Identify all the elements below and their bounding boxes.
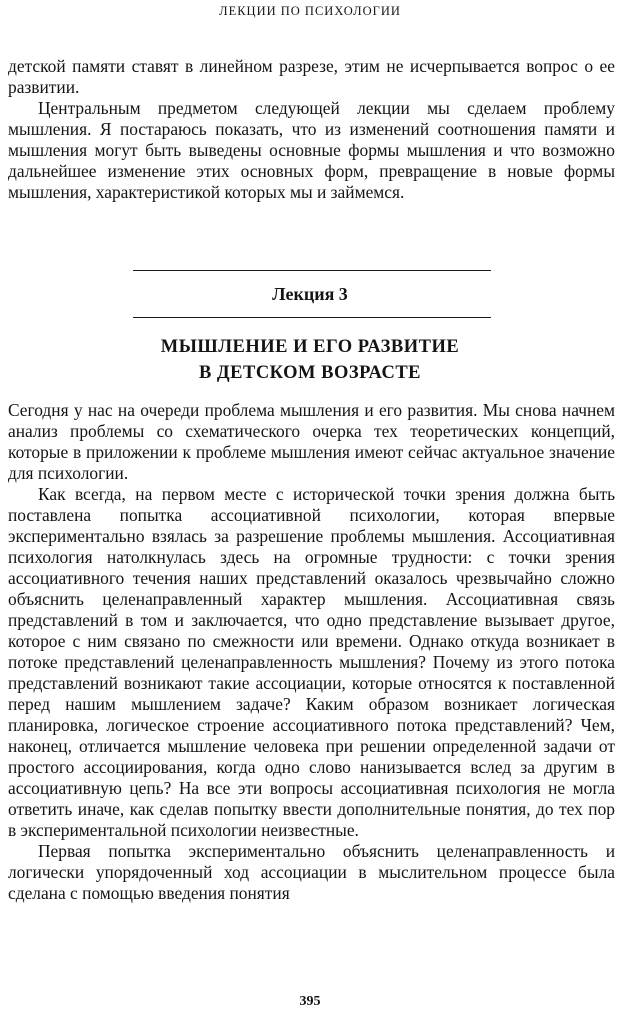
paragraph: Центральным предметом следующей лекции мы сделаем проблему мышления. Я постараюсь показать, что из изменений соотношения памяти и мышления могут быть выведены основные формы мышления и что возможно дальнейшее изменение этих основных форм, превращение в новые формы мышления, характеристикой которых мы и займемся.	[8, 98, 615, 202]
page-number: 395	[299, 994, 321, 1009]
paragraph: Сегодня у нас на очереди проблема мышления и его развития. Мы снова начнем анализ проблемы со схематического очерка тех теоретических концепций, которые в приложении к проблеме мышления имеют сейчас актуальное значение для психологии.	[8, 400, 615, 483]
running-head: ЛЕКЦИИ ПО ПСИХОЛОГИИ	[219, 4, 401, 18]
paragraph: Первая попытка экспериментально объяснить целенаправленность и логически упорядоченный ход ассоциации в мыслительном процессе была сделана с помощью введения понятия	[8, 841, 615, 903]
lecture-title-line-2: В ДЕТСКОМ ВОЗРАСТЕ	[198, 363, 422, 383]
paragraph: детской памяти ставят в линейном разрезе, этим не исчерпывается вопрос о ее развитии.	[8, 56, 615, 97]
lecture-title	[0, 334, 620, 386]
lecture-number: Лекция 3	[272, 284, 348, 304]
lecture-body	[8, 400, 615, 904]
closing-paragraphs-previous-lecture	[8, 56, 615, 203]
section-rule-bottom	[133, 317, 491, 318]
lecture-title-line-1: МЫШЛЕНИЕ И ЕГО РАЗВИТИЕ	[160, 337, 460, 357]
section-rule-top	[133, 270, 491, 271]
paragraph: Как всегда, на первом месте с исторической точки зрения должна быть поставлена попытка ассоциативной психологии, которая впервые экспериментально взялась за разрешение проблемы мышления. Ассоциативная психология натолкнулась здесь на огромные трудности: с точки зрения ассоциативного течения наших представлений оказалось чрезвычайно сложно объяснить целенаправленный характер мышления. Ассоциативная связь представлений в том и заключается, что одно представление вызывает другое, которое с ним связано по смежности или времени. Однако откуда возникает в потоке представлений целенаправленность мышления? Почему из этого потока представлений возникают такие ассоциации, которые относятся к поставленной перед нашим мышлением задаче? Каким образом возникает логическая планировка, логическое строение ассоциативного потока представлений? Чем, наконец, отличается мышление человека при решении определенной задачи от простого ассоциирования, когда одно слово нанизывается вслед за другим в ассоциативную цепь? На все эти вопросы ассоциативная психология не могла ответить иначе, как сделав попытку ввести дополнительные понятия, до тех пор в экспериментальной психологии неизвестные.	[8, 484, 615, 840]
